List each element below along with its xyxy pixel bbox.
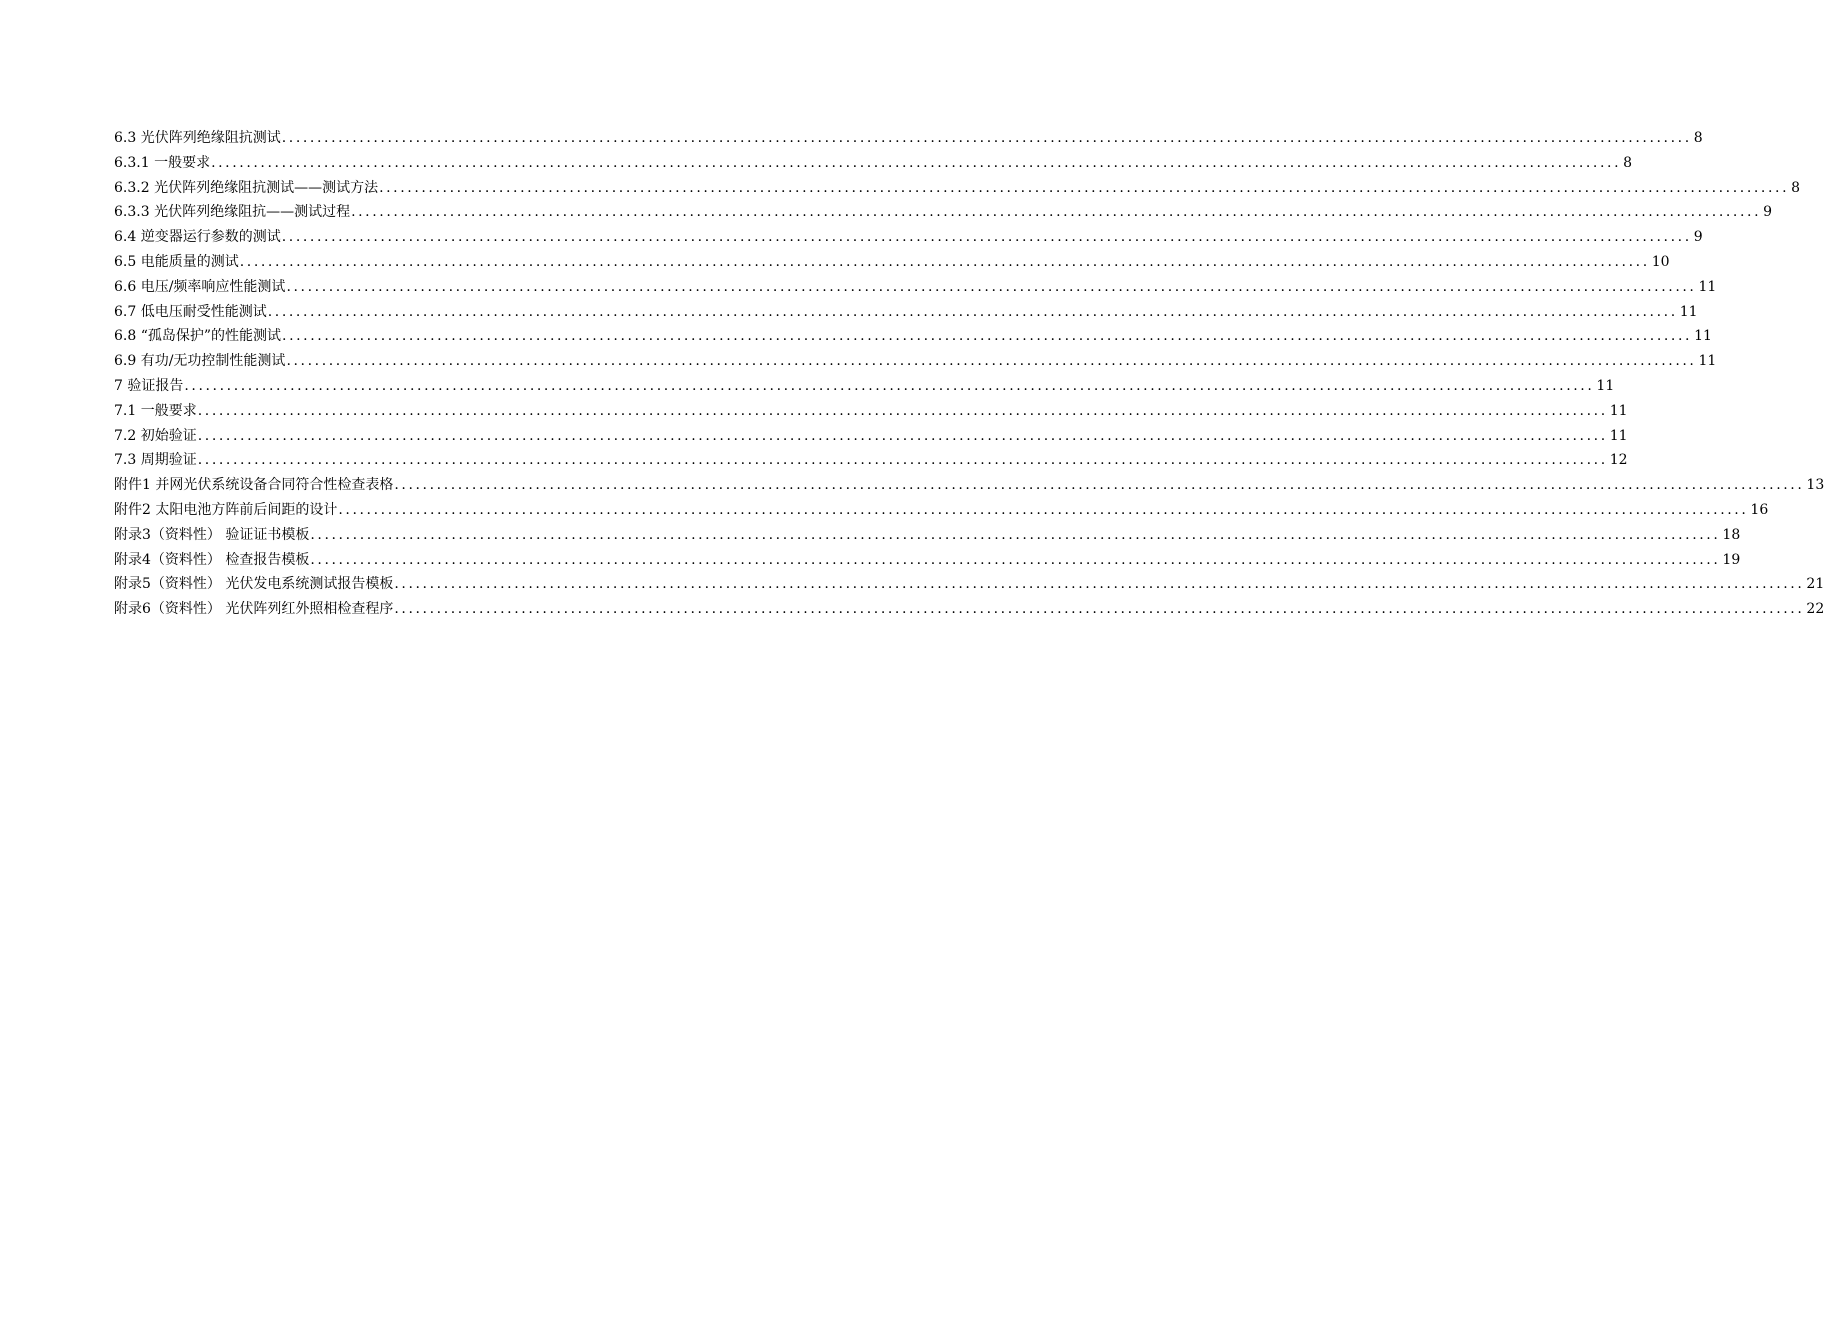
toc-entry-title: 附录6（资料性） 光伏阵列红外照相检查程序: [114, 601, 394, 618]
toc-entry-page: 8: [1623, 154, 1633, 171]
toc-leader-dots: ........................................................................................................................................................................................................: [281, 229, 1692, 246]
toc-entry[interactable]: [114, 399, 1628, 424]
toc-leader-dots: ........................................................................................................................................................................................................: [197, 452, 1608, 469]
toc-entry-page: 13: [1806, 477, 1824, 494]
toc-entry[interactable]: [114, 225, 1703, 250]
toc-leader-dots: ........................................................................................................................................................................................................: [310, 551, 1721, 568]
toc-leader-dots: ........................................................................................................................................................................................................: [310, 526, 1721, 543]
toc-entry[interactable]: [114, 324, 1712, 349]
toc-leader-dots: ........................................................................................................................................................................................................: [281, 130, 1692, 146]
toc-entry-page: 11: [1698, 353, 1717, 370]
toc-leader-dots: ........................................................................................................................................................................................................: [197, 427, 1608, 444]
toc-leader-dots: ........................................................................................................................................................................................................: [184, 377, 1595, 394]
toc-leader-dots: ........................................................................................................................................................................................................: [351, 204, 1762, 221]
toc-entry-title: 6.3.2 光伏阵列绝缘阻抗测试——测试方法: [114, 179, 379, 196]
toc-entry-title: 6.3 光伏阵列绝缘阻抗测试: [114, 130, 281, 146]
toc-entry-title: 6.9 有功/无功控制性能测试: [114, 353, 286, 370]
toc-entry-page: 11: [1679, 303, 1698, 320]
toc-entry[interactable]: [114, 424, 1628, 449]
toc-entry-title: 6.8 “孤岛保护”的性能测试: [114, 328, 282, 345]
toc-entry-title: 7.2 初始验证: [114, 427, 197, 444]
toc-entry[interactable]: [114, 126, 1703, 151]
toc-entry-page: 18: [1722, 526, 1741, 543]
toc-entry-title: 6.5 电能质量的测试: [114, 253, 239, 270]
toc-entry-title: 6.3.1 一般要求: [114, 154, 211, 171]
toc-entry-page: 11: [1698, 278, 1717, 295]
toc-entry-title: 附录5（资料性） 光伏发电系统测试报告模板: [114, 576, 394, 593]
toc-entry-page: 21: [1806, 576, 1824, 593]
toc-leader-dots: ........................................................................................................................................................................................................: [282, 328, 1693, 345]
toc-entry[interactable]: [114, 300, 1698, 325]
toc-entry[interactable]: [114, 176, 1801, 201]
toc-entry-page: 11: [1596, 377, 1615, 394]
toc-entry-page: 9: [1693, 229, 1703, 246]
toc-leader-dots: ........................................................................................................................................................................................................: [338, 501, 1749, 518]
toc-entry-title: 6.3.3 光伏阵列绝缘阻抗——测试过程: [114, 204, 351, 221]
toc-entry[interactable]: [114, 523, 1741, 548]
toc-entry[interactable]: [114, 200, 1773, 225]
toc-entry-page: 22: [1806, 601, 1824, 618]
toc-entry-title: 6.4 逆变器运行参数的测试: [114, 229, 281, 246]
toc-entry-page: 11: [1694, 328, 1712, 345]
toc-entry-page: 19: [1722, 551, 1741, 568]
toc-entry-page: 9: [1763, 204, 1773, 221]
toc-entry-title: 6.6 电压/频率响应性能测试: [114, 278, 286, 295]
table-of-contents: [114, 126, 1824, 622]
toc-entry-title: 附录3（资料性） 验证证书模板: [114, 526, 310, 543]
toc-leader-dots: ........................................................................................................................................................................................................: [239, 253, 1650, 270]
toc-leader-dots: ........................................................................................................................................................................................................: [211, 154, 1622, 171]
toc-entry-page: 16: [1750, 501, 1769, 518]
toc-entry[interactable]: [114, 349, 1717, 374]
toc-leader-dots: ........................................................................................................................................................................................................: [197, 402, 1608, 419]
toc-entry[interactable]: [114, 572, 1824, 597]
toc-entry-page: 11: [1609, 402, 1628, 419]
toc-entry-page: 11: [1609, 427, 1628, 444]
toc-leader-dots: ........................................................................................................................................................................................................: [394, 477, 1805, 494]
toc-leader-dots: ........................................................................................................................................................................................................: [394, 601, 1805, 618]
toc-entry-title: 附件2 太阳电池方阵前后间距的设计: [114, 501, 338, 518]
toc-leader-dots: ........................................................................................................................................................................................................: [267, 303, 1678, 320]
toc-entry[interactable]: [114, 597, 1824, 622]
toc-entry-page: 8: [1693, 130, 1703, 146]
toc-entry-title: 7.1 一般要求: [114, 402, 197, 419]
toc-entry-page: 8: [1791, 179, 1801, 196]
toc-entry-title: 附件1 并网光伏系统设备合同符合性检查表格: [114, 477, 394, 494]
toc-entry[interactable]: [114, 448, 1628, 473]
toc-entry-title: 7.3 周期验证: [114, 452, 197, 469]
toc-entry-page: 10: [1651, 253, 1670, 270]
toc-leader-dots: ........................................................................................................................................................................................................: [286, 278, 1697, 295]
toc-entry-title: 6.7 低电压耐受性能测试: [114, 303, 267, 320]
toc-entry[interactable]: [114, 498, 1769, 523]
toc-leader-dots: ........................................................................................................................................................................................................: [394, 576, 1805, 593]
toc-entry-page: 12: [1609, 452, 1628, 469]
toc-entry-title: 附录4（资料性） 检查报告模板: [114, 551, 310, 568]
toc-entry[interactable]: [114, 548, 1741, 573]
toc-entry[interactable]: [114, 151, 1633, 176]
toc-entry-title: 7 验证报告: [114, 377, 184, 394]
toc-entry[interactable]: [114, 374, 1615, 399]
toc-entry[interactable]: [114, 250, 1670, 275]
toc-entry[interactable]: [114, 473, 1824, 498]
toc-entry[interactable]: [114, 275, 1717, 300]
toc-leader-dots: ........................................................................................................................................................................................................: [379, 179, 1790, 196]
toc-leader-dots: ........................................................................................................................................................................................................: [286, 353, 1697, 370]
